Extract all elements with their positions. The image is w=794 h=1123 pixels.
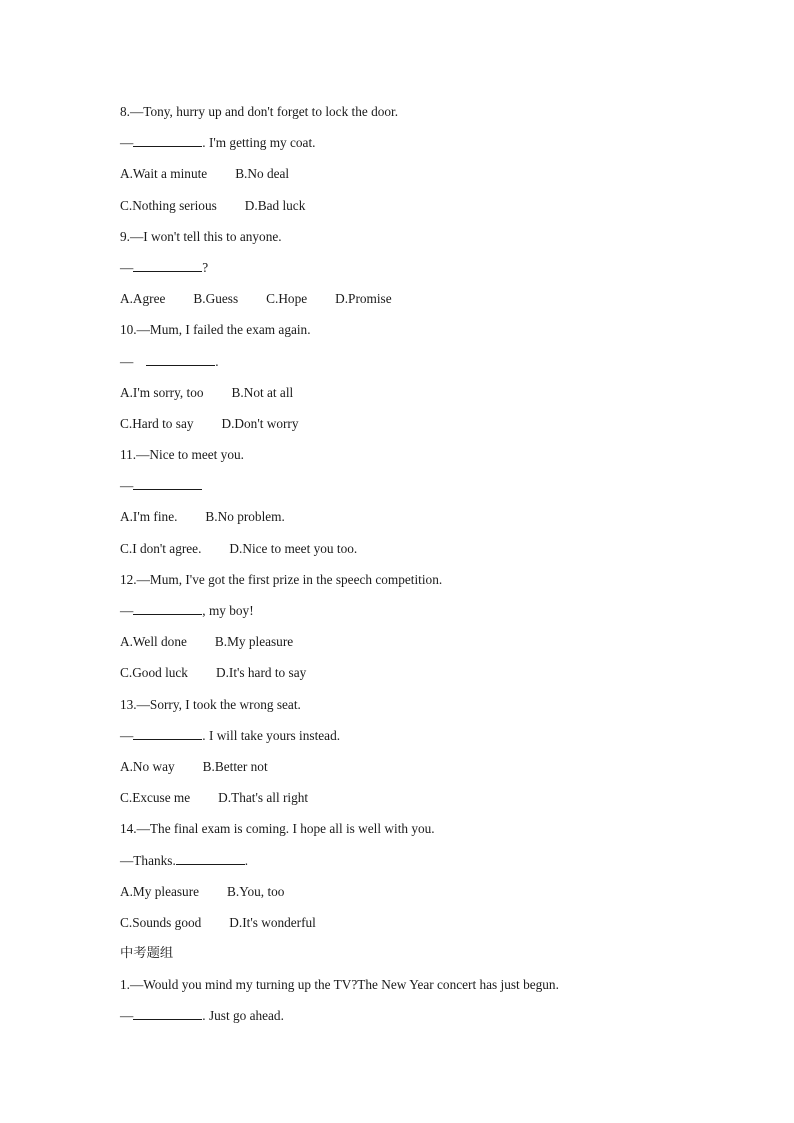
answer-blank <box>146 353 215 366</box>
option-c: C.Good luck <box>120 665 188 681</box>
reply-prefix: — <box>120 478 134 494</box>
question-text: 10.—Mum, I failed the exam again. <box>120 322 311 338</box>
answer-line-8 <box>120 132 720 163</box>
option-a: A.Well done <box>120 634 187 650</box>
option-d: D.Nice to meet you too. <box>229 540 358 556</box>
option-b: B.You, too <box>227 883 285 899</box>
options-12-cd <box>120 662 720 693</box>
option-d: D.Don't worry <box>221 415 299 431</box>
question-10 <box>120 319 720 350</box>
answer-line-11 <box>120 475 720 506</box>
option-b: B.No deal <box>235 166 290 182</box>
reply-suffix: . I'm getting my coat. <box>202 135 316 151</box>
reply-prefix: — <box>120 603 134 618</box>
answer-line-10 <box>120 351 720 382</box>
option-c: C.Excuse me <box>120 790 191 806</box>
question-8 <box>120 101 720 132</box>
answer-blank <box>133 727 202 740</box>
option-a: A.My pleasure <box>120 883 200 899</box>
option-b: B.My pleasure <box>214 634 294 650</box>
options-10-ab <box>120 382 720 413</box>
question-text: 14.—The final exam is coming. I hope all is well with you. <box>120 821 435 837</box>
option-a: A.Agree <box>120 291 166 307</box>
answer-blank <box>133 1007 202 1020</box>
options-14-ab <box>120 881 720 912</box>
reply-suffix: . <box>244 852 249 868</box>
reply-prefix: — <box>120 135 134 151</box>
options-12-ab <box>120 631 720 662</box>
option-a: A.No way <box>120 758 175 774</box>
question-text: 1.—Would you mind my turning up the TV?The New Year concert has just begun. <box>120 977 559 993</box>
options-13-cd <box>120 787 720 818</box>
question-exam-1 <box>120 974 720 1005</box>
answer-blank <box>176 852 245 865</box>
answer-blank <box>133 477 202 490</box>
option-b: B.Guess <box>193 291 239 307</box>
option-d: D.It's hard to say <box>215 665 307 681</box>
reply-suffix: . I will take yours instead. <box>202 727 341 743</box>
question-text: 13.—Sorry, I took the wrong seat. <box>120 696 301 712</box>
option-b: B.Not at all <box>231 384 294 400</box>
question-text: 11.—Nice to meet you. <box>120 447 244 463</box>
reply-prefix: —Thanks. <box>120 852 176 868</box>
reply-prefix: — <box>120 353 134 369</box>
options-10-cd <box>120 413 720 444</box>
option-d: D.Bad luck <box>244 197 306 213</box>
option-c: C.Hard to say <box>120 415 194 431</box>
option-c: C.Hope <box>266 291 308 307</box>
options-8-cd <box>120 195 720 226</box>
reply-prefix: — <box>120 1008 134 1024</box>
option-a: A.I'm sorry, too <box>120 384 204 400</box>
answer-line-13 <box>120 725 720 756</box>
answer-blank <box>133 259 202 272</box>
question-text: 12.—Mum, I've got the first prize in the speech competition. <box>120 571 443 587</box>
option-b: B.Better not <box>202 758 268 774</box>
reply-prefix: — <box>120 727 134 743</box>
options-11-ab <box>120 506 720 537</box>
answer-blank <box>133 134 202 147</box>
answer-line-12 <box>120 600 720 631</box>
question-text: 9.—I won't tell this to anyone. <box>120 228 282 244</box>
options-8-ab <box>120 163 720 194</box>
answer-line-14 <box>120 850 720 881</box>
reply-prefix: — <box>120 259 134 275</box>
option-d: D.That's all right <box>218 790 309 806</box>
question-text: 8.—Tony, hurry up and don't forget to lock the door. <box>120 104 399 119</box>
answer-line-9 <box>120 257 720 288</box>
option-a: A.Wait a minute <box>120 166 208 182</box>
reply-suffix: . <box>215 353 219 369</box>
question-13 <box>120 694 720 725</box>
question-12 <box>120 569 720 600</box>
exercise-list <box>120 101 720 1037</box>
section-heading <box>120 943 720 974</box>
option-a: A.I'm fine. <box>120 509 178 525</box>
option-c: C.Sounds good <box>120 914 202 930</box>
question-11 <box>120 444 720 475</box>
section-title: 中考题组 <box>120 946 174 962</box>
reply-suffix: , my boy! <box>202 603 254 618</box>
option-d: D.It's wonderful <box>229 914 316 930</box>
options-13-ab <box>120 756 720 787</box>
option-b: B.No problem. <box>205 509 285 525</box>
option-c: C.I don't agree. <box>120 540 202 556</box>
question-14 <box>120 818 720 849</box>
question-9 <box>120 226 720 257</box>
options-9 <box>120 288 720 319</box>
options-14-cd <box>120 912 720 943</box>
answer-blank <box>133 602 202 615</box>
option-c: C.Nothing serious <box>120 197 217 213</box>
answer-line-exam-1 <box>120 1005 720 1036</box>
reply-suffix: . Just go ahead. <box>202 1008 284 1024</box>
options-11-cd <box>120 538 720 569</box>
reply-suffix: ? <box>202 259 209 275</box>
option-d: D.Promise <box>335 291 392 307</box>
